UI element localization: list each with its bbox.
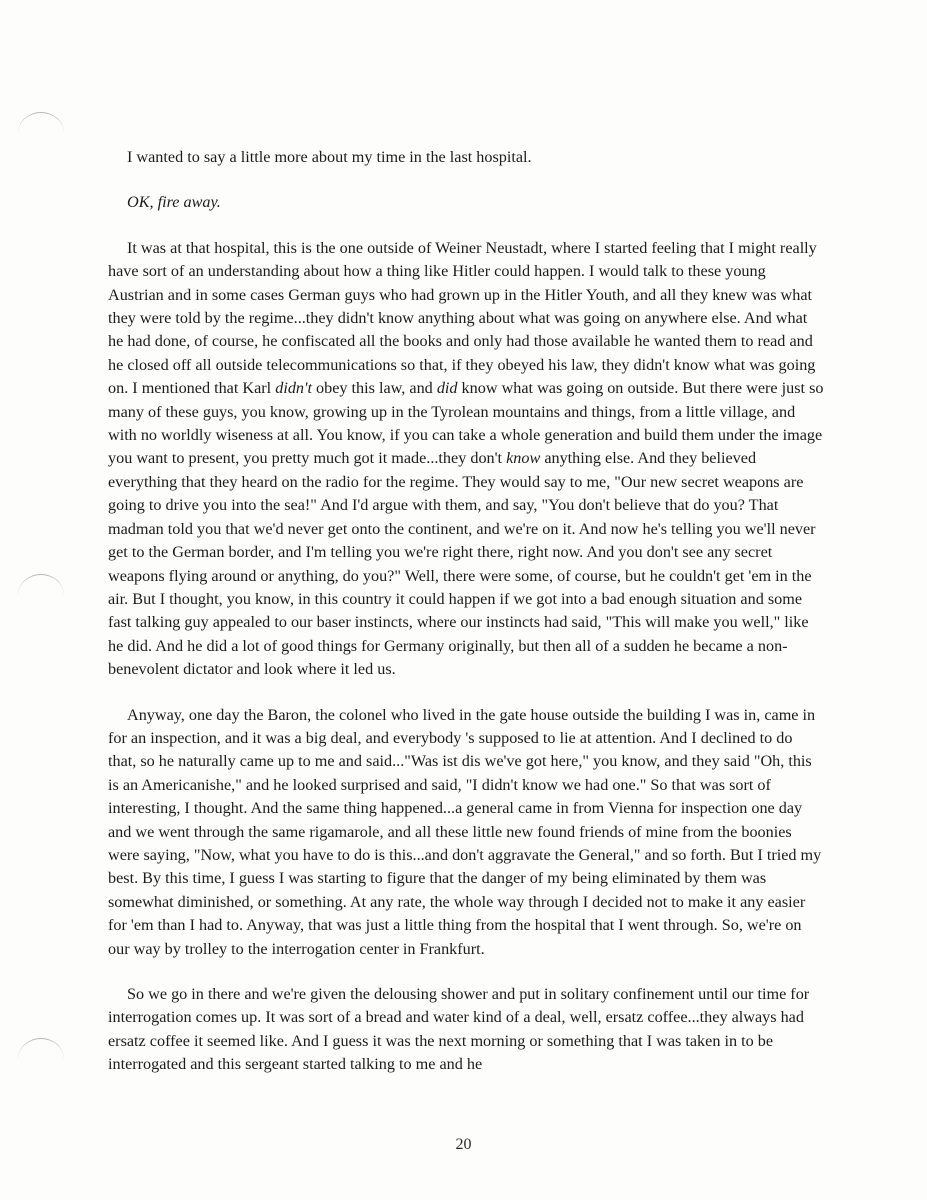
text-run: know what was going on outside. But there were just so many of these guys, you know, growing up in the Tyrolean mountains and things, from a little village, and with no worldly wiseness at all. You know, if you can take a whole generation and build them under the image you want to present, you pretty much got it made...they don't — [108, 379, 824, 468]
punch-hole-mark-bottom — [18, 1038, 64, 1059]
punch-hole-mark-top — [18, 112, 64, 133]
emphasis-text: didn't — [275, 379, 312, 398]
text-run: obey this law, and — [311, 379, 437, 398]
text-run: anything else. And they believed everything that they heard on the radio for the regime. They would say to me, "Our new secret weapons are going to drive you into the sea!" And I'd argue with them, and say, "You don't believe that do you? That madman told you that we'd never get onto the continent, and we're on it. And now he's telling you we'll never get to the German border, and I'm telling you we're right there, right now. And you don't see any secret weapons flying around or anything, do you?" Well, there were some, of course, but he couldn't get 'em in the air. But I thought, you know, in this country it could happen if we got into a bad enough situation and some fast talking guy appealed to our baser instincts, where our instincts had said, "This will make you well," like he did. And he did a lot of good things for Germany originally, but then all of a sudden he became a non-benevolent dictator and look where it led us. — [108, 449, 816, 679]
emphasis-text: did — [436, 379, 458, 398]
text-run: So we go in there and we're given the delousing shower and put in solitary confinement until our time for interrogation comes up. It was sort of a bread and water kind of a deal, well, ersatz coffee...they always had ersatz coffee it seemed like. And I guess it was the next morning or something that I was taken in to be interrogated and this sergeant started talking to me and he — [108, 985, 810, 1074]
text-run: I wanted to say a little more about my time in the last hospital. — [127, 148, 532, 166]
emphasis-text: OK, fire away. — [127, 193, 221, 212]
page-number: 20 — [455, 1136, 472, 1153]
text-run: Anyway, one day the Baron, the colonel who lived in the gate house outside the building I was in, came in for an inspection, and it was a big deal, and everybody 's supposed to lie at attention. And I declined to do that, so he naturally came up to me and said..."Was ist dis we've got here," you know, and they said "Oh, this is an Americanishe," and he looked surprised and said, "I didn't know we had one." So that was sort of interesting, I thought. And the same thing happened...a general came in from Vienna for inspection one day and we went through the same rigamarole, and all these little new found friends of mine from the boonies were saying, "Now, what you have to do is this...and don't aggravate the General," and so forth. But I tried my best. By this time, I guess I was starting to figure that the danger of my being eliminated by them was somewhat diminished, or something. At any rate, the whole way through I decided not to make it any easier for 'em than I had to. Anyway, that was just a little thing from the hospital that I went through. So, we're on our way by trolley to the interrogation center in Frankfurt. — [108, 705, 822, 958]
emphasis-text: know — [506, 449, 541, 468]
text-run: It was at that hospital, this is the one outside of Weiner Neustadt, where I started feeling that I might really have sort of an understanding about how a thing like Hitler could happen. I would talk to these young Austrian and in some cases German guys who had grown up in the Hitler Youth, and all they knew was what they were told by the regime...they didn't know anything about what was going on anywhere else. And what he had done, of course, he confiscated all the books and only had those available he wanted them to read and he closed off all outside telecommunications so that, if they obeyed his law, they didn't know what was going on. I mentioned that Karl — [108, 238, 817, 398]
paragraph-interviewer-prompt — [108, 191, 824, 214]
paragraph-hitler-youth — [108, 237, 824, 682]
paragraph-intro — [108, 146, 824, 169]
document-body — [108, 146, 824, 1097]
punch-hole-mark-middle — [18, 574, 64, 595]
paragraph-interrogation — [108, 983, 824, 1077]
paragraph-inspection — [108, 704, 824, 961]
